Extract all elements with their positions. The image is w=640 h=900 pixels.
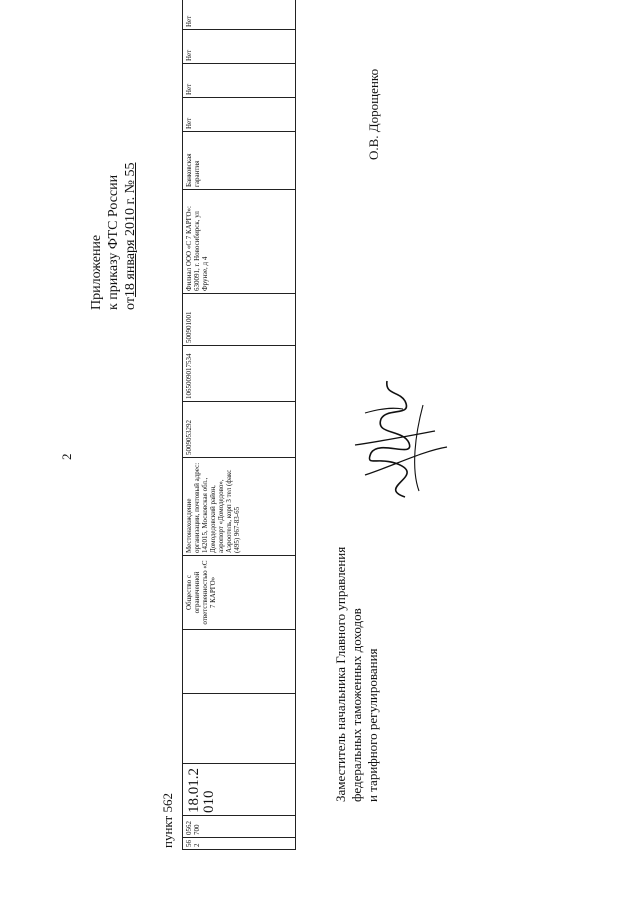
appendix-order-ref: к приказу ФТС России <box>106 174 121 310</box>
cell-code: 0562700 <box>183 816 296 838</box>
cell-date: 18.01.2010 <box>183 764 296 816</box>
handwritten-signature <box>335 375 455 505</box>
cell-inn: 5009053292 <box>183 402 296 458</box>
rotated-sheet <box>50 15 570 850</box>
cell-empty <box>183 694 296 764</box>
cell-kpp: 500901001 <box>183 294 296 346</box>
appendix-header <box>88 30 139 310</box>
signatory-position <box>333 547 381 802</box>
cell-empty <box>183 630 296 694</box>
cell-net: Нет <box>183 0 296 30</box>
appendix-date-line <box>122 30 139 310</box>
cell-net: Нет <box>183 30 296 64</box>
punkt-label: пункт 562 <box>160 793 175 848</box>
register-table <box>182 0 296 850</box>
appendix-order-number: № 55 <box>123 162 138 197</box>
appendix-date: 18 января 2010 г. <box>123 196 138 298</box>
cell-net: Нет <box>183 64 296 98</box>
table-row <box>183 0 296 850</box>
cell-ogrn: 1065009017534 <box>183 346 296 402</box>
cell-org-name: Общество с ограниченной ответственностью «С 7 КАРГО» <box>183 556 296 630</box>
cell-location: Местонахождение организации, почтовый адрес: 142015, Московская обл., Домодедовский район, аэропорт «Домодедово», Аэроотель, корп 3 тел (факс (495) 967-83-65 <box>183 458 296 556</box>
cell-branch: Филиал ООО «С 7 КАРГО»: 630091, г. Новосибирск, ул Фрунзе, д 4 <box>183 190 296 294</box>
position-line: федеральных таможенных доходов <box>349 608 364 802</box>
page-number: 2 <box>59 453 74 460</box>
appendix-date-prefix: от <box>123 297 138 310</box>
position-line: Заместитель начальника Главного управления <box>333 546 348 802</box>
appendix-title: Приложение <box>89 234 104 310</box>
position-line: и тарифного регулирования <box>365 648 380 802</box>
cell-row-number: 562 <box>183 838 296 850</box>
cell-guarantee: Банковская гарантия <box>183 132 296 190</box>
cell-net: Нет <box>183 98 296 132</box>
signatory-name: О.В. Дорощенко <box>366 68 381 160</box>
